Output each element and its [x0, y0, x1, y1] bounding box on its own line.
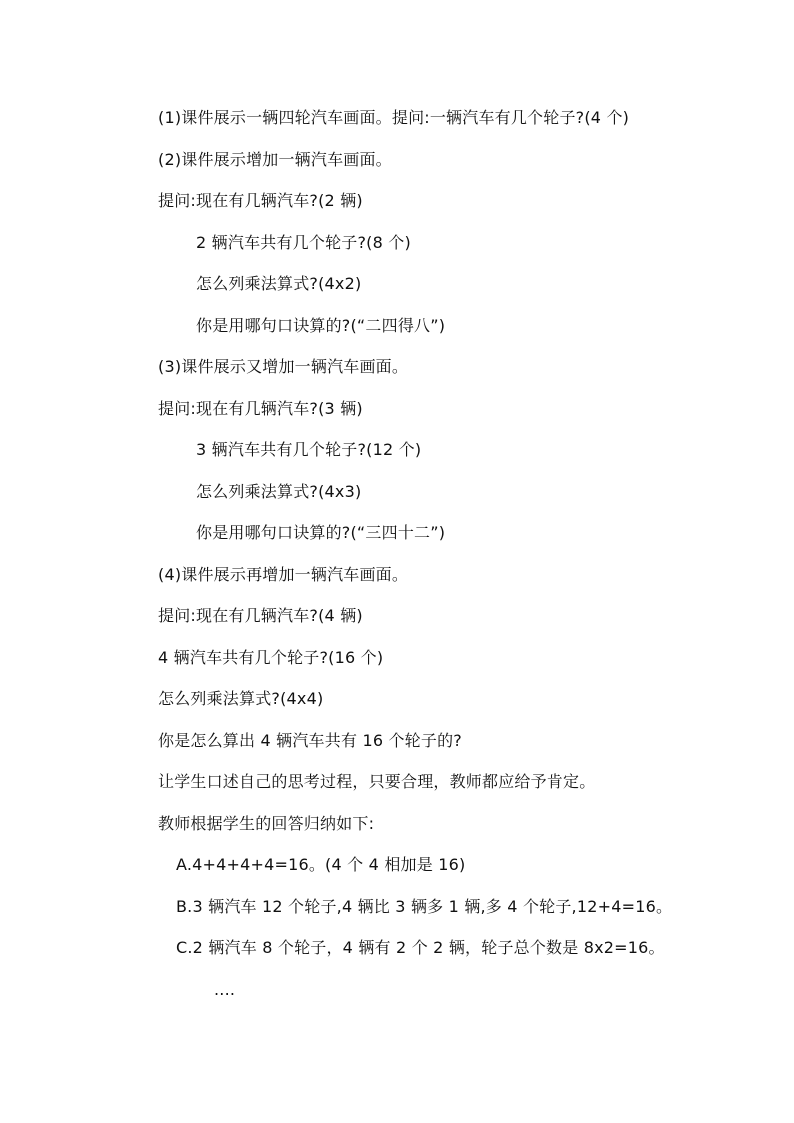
step-4-question-wheels: 4 辆汽车共有几个轮子?(16 个) — [158, 648, 384, 667]
step-4-intro: (4)课件展示再增加一辆汽车画面。 — [158, 565, 409, 584]
step-3-question-wheels: 3 辆汽车共有几个轮子?(12 个) — [196, 440, 422, 459]
step-2-intro: (2)课件展示增加一辆汽车画面。 — [158, 150, 392, 169]
step-3-question-count: 提问:现在有几辆汽车?(3 辆) — [158, 399, 363, 418]
summary-item-b: B.3 辆汽车 12 个轮子,4 辆比 3 辆多 1 辆,多 4 个轮子,12+4=16。 — [176, 897, 673, 916]
step-4-question-how: 你是怎么算出 4 辆汽车共有 16 个轮子的? — [158, 731, 462, 750]
step-1-intro: (1)课件展示一辆四轮汽车画面。提问:一辆汽车有几个轮子?(4 个) — [158, 108, 630, 127]
step-4-question-formula: 怎么列乘法算式?(4x4) — [158, 689, 324, 708]
step-2-question-wheels: 2 辆汽车共有几个轮子?(8 个) — [196, 233, 411, 252]
step-3-intro: (3)课件展示又增加一辆汽车画面。 — [158, 357, 409, 376]
step-2-question-formula: 怎么列乘法算式?(4x2) — [196, 274, 362, 293]
summary-item-c: C.2 辆汽车 8 个轮子，4 辆有 2 个 2 辆，轮子总个数是 8x2=16。 — [176, 938, 665, 957]
step-4-question-count: 提问:现在有几辆汽车?(4 辆) — [158, 606, 363, 625]
step-3-question-formula: 怎么列乘法算式?(4x3) — [196, 482, 362, 501]
summary-ellipsis: .... — [214, 980, 236, 999]
summary-item-a: A.4+4+4+4=16。(4 个 4 相加是 16) — [176, 855, 466, 874]
step-2-question-rhyme: 你是用哪句口诀算的?(“二四得八”) — [196, 316, 446, 335]
teacher-summary-heading: 教师根据学生的回答归纳如下: — [158, 814, 375, 833]
step-2-question-count: 提问:现在有几辆汽车?(2 辆) — [158, 191, 363, 210]
student-explanation-note: 让学生口述自己的思考过程，只要合理，教师都应给予肯定。 — [158, 772, 596, 791]
step-3-question-rhyme: 你是用哪句口诀算的?(“三四十二”) — [196, 523, 446, 542]
